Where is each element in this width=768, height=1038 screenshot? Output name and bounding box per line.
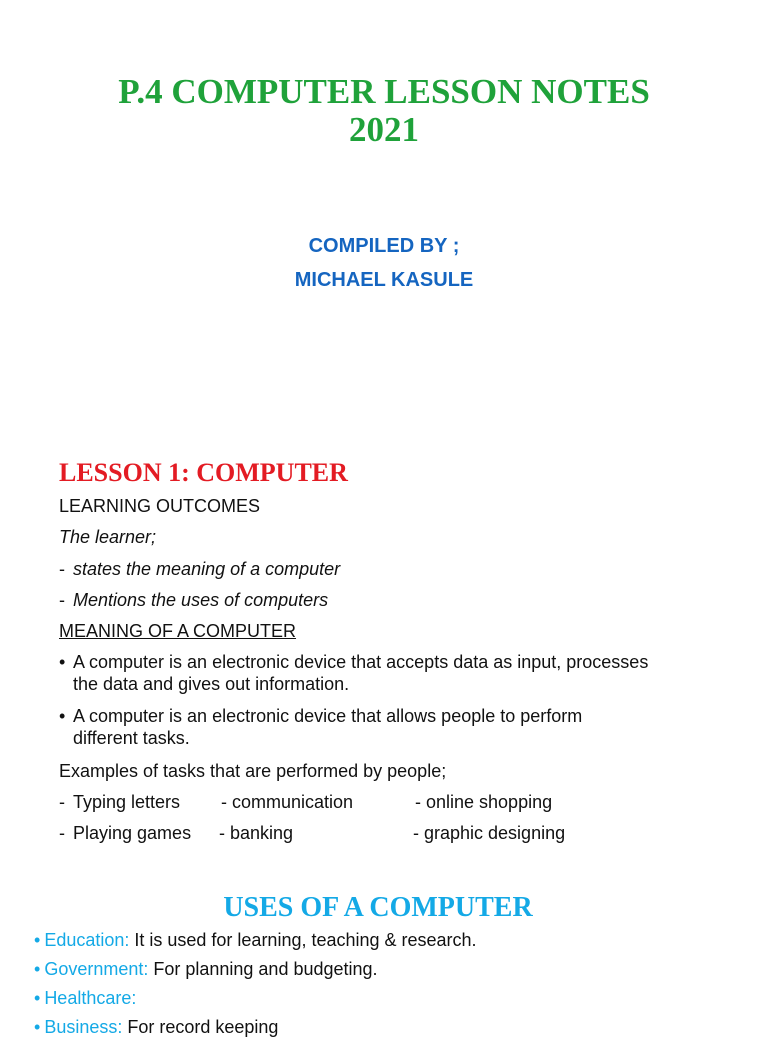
task-item: - graphic designing [413, 823, 566, 843]
compiled-by-label: COMPILED BY ; [308, 235, 460, 257]
use-item-head: Government: [44, 959, 149, 979]
use-item: • Education: It is used for learning, teaching & research. [34, 930, 477, 950]
outcome-text: states the meaning of a computer [73, 559, 341, 579]
task-item: - online shopping [415, 792, 553, 812]
use-item-head: Business: [44, 1017, 123, 1037]
examples-intro: Examples of tasks that are performed by people; [59, 761, 447, 781]
tasks-row: - Typing letters - communication - online shopping [59, 792, 553, 812]
author-name: MICHAEL KASULE [294, 269, 474, 291]
task-item: Typing letters [73, 792, 181, 812]
task-item: - communication [221, 792, 354, 812]
use-item-text: It is used for learning, teaching & research. [129, 930, 477, 950]
tasks-row: - Playing games - banking - graphic designing [59, 823, 566, 843]
definition-line: A computer is an electronic device that allows people to perform [73, 706, 583, 726]
lesson-heading: LESSON 1: COMPUTER [59, 458, 348, 487]
definition-item: • A computer is an electronic device that accepts data as input, processes the data and gives out information. [59, 651, 749, 695]
use-item-head: Healthcare: [44, 988, 137, 1008]
document-year: 2021 [349, 110, 419, 149]
definition-item: • A computer is an electronic device that allows people to perform different tasks. [59, 705, 749, 749]
use-item: • Business: For record keeping [34, 1017, 279, 1037]
definition-line: different tasks. [73, 728, 190, 748]
use-item-head: Education: [44, 930, 130, 950]
task-item: - banking [219, 823, 294, 843]
use-item-text: For record keeping [122, 1017, 279, 1037]
document-title: P.4 COMPUTER LESSON NOTES [118, 72, 650, 111]
meaning-heading: MEANING OF A COMPUTER [59, 621, 297, 641]
use-item: • Government: For planning and budgeting. [34, 959, 378, 979]
definition-line: A computer is an electronic device that accepts data as input, processes [73, 652, 649, 672]
use-item: • Healthcare: [34, 988, 137, 1008]
definition-line: the data and gives out information. [73, 674, 350, 694]
outcome-item: - states the meaning of a computer [59, 559, 341, 579]
learner-intro: The learner; [59, 527, 157, 547]
task-item: Playing games [73, 823, 192, 843]
use-item-text: For planning and budgeting. [148, 959, 378, 979]
uses-heading: USES OF A COMPUTER [223, 892, 533, 923]
outcome-text: Mentions the uses of computers [73, 590, 329, 610]
learning-outcomes-heading: LEARNING OUTCOMES [59, 496, 261, 516]
outcome-item: - Mentions the uses of computers [59, 590, 329, 610]
